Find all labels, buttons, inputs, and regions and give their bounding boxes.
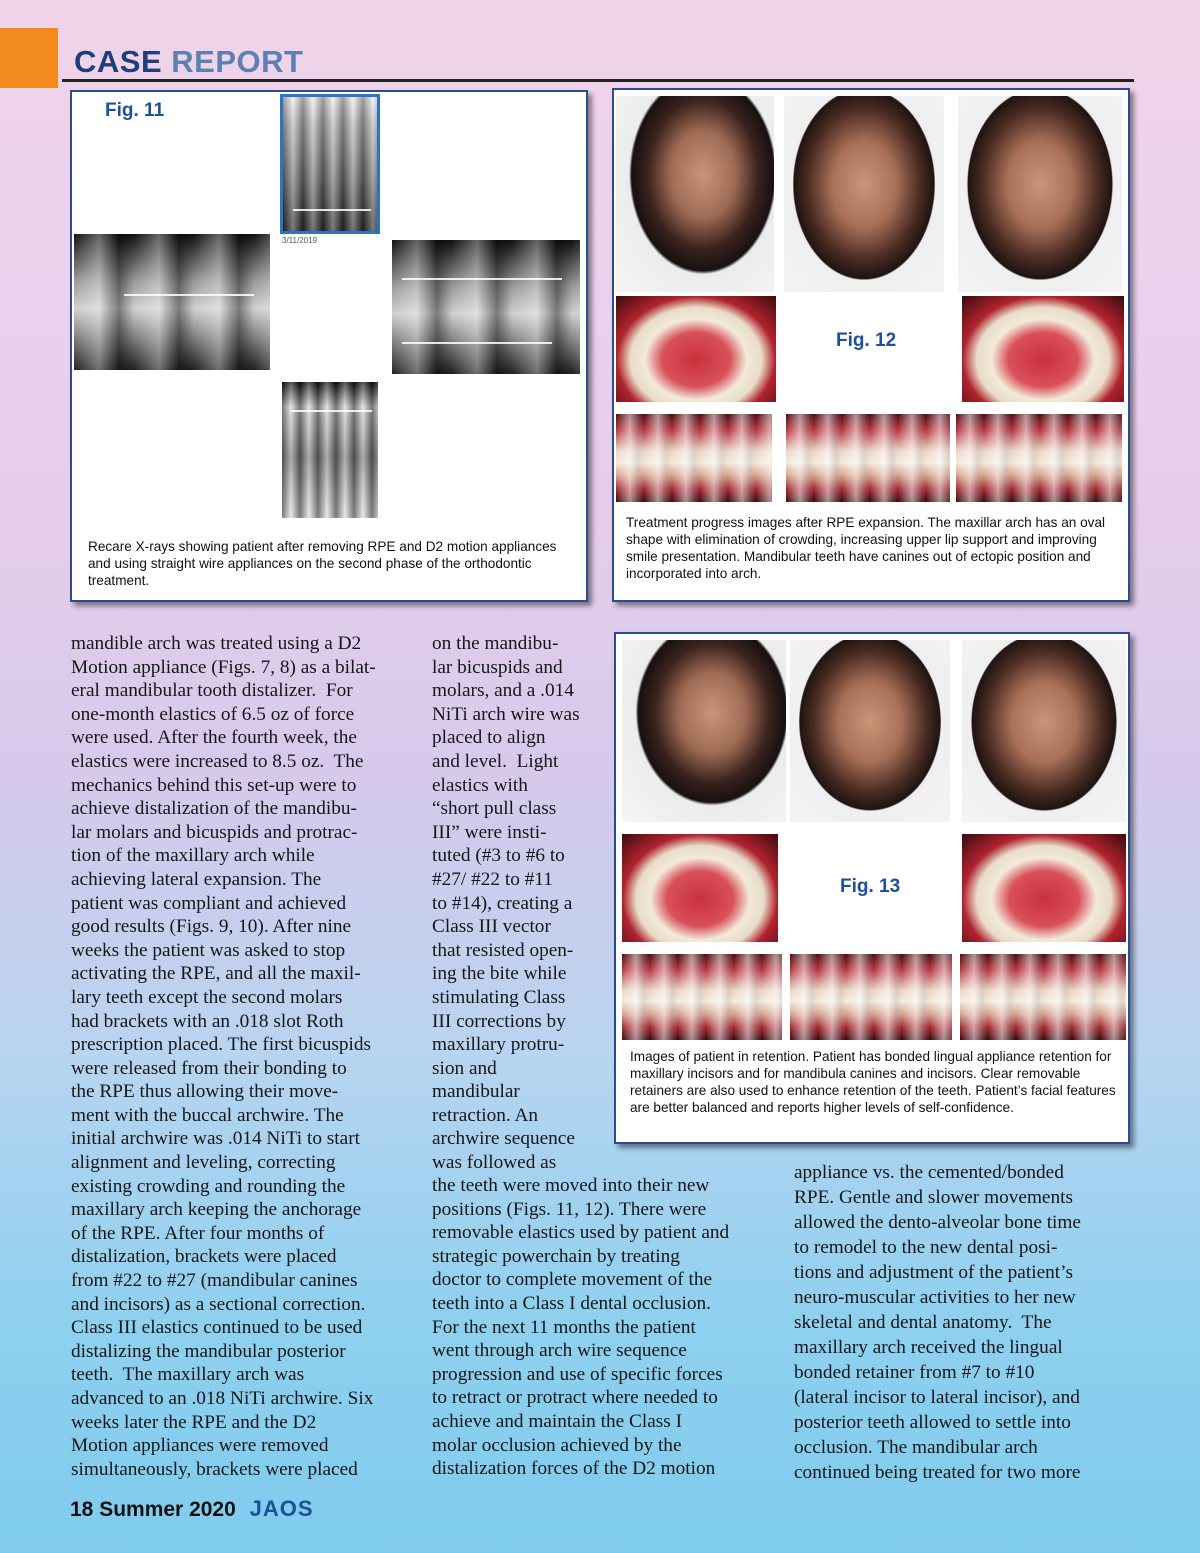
photo-profile-retention bbox=[622, 640, 786, 822]
photo-maxillary-arch-retention bbox=[622, 834, 778, 942]
xray-date-stamp: 3/11/2019 bbox=[282, 236, 317, 245]
body-line: molar occlusion achieved by the bbox=[432, 1434, 682, 1456]
photo-frontal-retention bbox=[790, 640, 950, 822]
figure-11-caption: Recare X-rays showing patient after removing RPE and D2 motion appliances and using straight wire appliances on the second phase of the orthodontic treatment. bbox=[88, 539, 557, 588]
body-line: teeth into a Class I dental occlusion. bbox=[432, 1292, 711, 1314]
body-line: ment with the buccal archwire. The bbox=[71, 1104, 344, 1126]
body-text-column-3 bbox=[794, 1160, 1134, 1485]
body-line: sion and bbox=[432, 1057, 497, 1079]
body-line: went through arch wire sequence bbox=[432, 1340, 687, 1362]
photo-mandibular-arch-progress bbox=[962, 296, 1124, 402]
page-footer bbox=[70, 1496, 314, 1522]
body-line: mandibular bbox=[432, 1081, 520, 1103]
body-line: positions (Figs. 11, 12). There were bbox=[432, 1198, 707, 1220]
body-line: strategic powerchain by treating bbox=[432, 1245, 680, 1267]
page-number: 18 bbox=[70, 1498, 94, 1521]
body-line: that resisted open- bbox=[432, 939, 574, 961]
body-line: teeth. The maxillary arch was bbox=[71, 1364, 305, 1386]
xray-left-bitewing bbox=[392, 240, 580, 374]
journal-name: JAOS bbox=[249, 1496, 314, 1521]
photo-profile-progress bbox=[616, 96, 774, 292]
body-line: the teeth were moved into their new bbox=[432, 1175, 710, 1196]
body-line: Class III elastics continued to be used bbox=[71, 1317, 363, 1339]
body-line: tion of the maxillary arch while bbox=[71, 845, 315, 867]
body-line: tuted (#3 to #6 to bbox=[432, 845, 565, 867]
figure-13-label: Fig. 13 bbox=[840, 876, 901, 897]
header-color-tab bbox=[0, 28, 58, 88]
body-line: archwire sequence bbox=[432, 1128, 575, 1150]
body-line: III corrections by bbox=[432, 1010, 566, 1032]
photo-maxillary-arch-progress bbox=[616, 296, 776, 402]
header-rule bbox=[62, 79, 1134, 82]
body-line: to #14), creating a bbox=[432, 892, 573, 914]
body-line: progression and use of specific forces bbox=[432, 1363, 723, 1385]
body-line: patient was compliant and achieved bbox=[71, 892, 347, 914]
body-text-column-2-narrow bbox=[432, 632, 602, 1175]
body-line: and level. Light bbox=[432, 750, 559, 772]
figure-13-caption: Images of patient in retention. Patient has bonded lingual appliance retention for maxillary incisors and for mandibula canines and incisors. Clear removable retainers are also used to enhance retention of the teeth. Patient’s facial features are better balanced and reports higher levels of self-confidence. bbox=[630, 1049, 1116, 1115]
body-line: occlusion. The mandibular arch bbox=[794, 1437, 1038, 1458]
body-line: stimulating Class bbox=[432, 986, 566, 1008]
body-line: For the next 11 months the patient bbox=[432, 1316, 696, 1338]
figure-11-label: Fig. 11 bbox=[105, 100, 165, 121]
photo-frontal-progress bbox=[784, 96, 944, 292]
figure-12-box bbox=[612, 88, 1130, 602]
body-line: elastics with bbox=[432, 774, 528, 796]
photo-smile-retention bbox=[962, 640, 1126, 822]
body-line: to retract or protract where needed to bbox=[432, 1387, 718, 1409]
section-header bbox=[74, 44, 303, 80]
body-line: to remodel to the new dental posi- bbox=[794, 1237, 1058, 1258]
body-line: were used. After the fourth week, the bbox=[71, 727, 357, 749]
figure-13-box bbox=[614, 632, 1130, 1144]
body-line: doctor to complete movement of the bbox=[432, 1269, 713, 1291]
body-line: existing crowding and rounding the bbox=[71, 1175, 346, 1197]
body-line: activating the RPE, and all the maxil- bbox=[71, 963, 361, 985]
body-line: achieving lateral expansion. The bbox=[71, 868, 322, 890]
body-line: NiTi arch wire was bbox=[432, 703, 580, 725]
body-line: “short pull class bbox=[432, 798, 557, 820]
body-line: were released from their bonding to bbox=[71, 1057, 347, 1079]
body-line: RPE. Gentle and slower movements bbox=[794, 1187, 1073, 1208]
body-line: molars, and a .014 bbox=[432, 680, 574, 702]
photo-mandibular-arch-retention bbox=[962, 834, 1126, 942]
body-line: Motion appliance (Figs. 7, 8) as a bilat- bbox=[71, 656, 376, 678]
body-line: distalization, brackets were placed bbox=[71, 1246, 337, 1268]
figure-12-caption: Treatment progress images after RPE expansion. The maxillar arch has an oval shape with elimination of crowding, increasing upper lip support and improving smile presentation. Mandibular teeth have canines out of ectopic position and incorporated into arch. bbox=[626, 515, 1106, 581]
figure-11-box bbox=[70, 90, 588, 602]
photo-occlusion-front-progress bbox=[786, 414, 950, 502]
body-line: retraction. An bbox=[432, 1104, 539, 1126]
body-line: mechanics behind this set-up were to bbox=[71, 774, 357, 796]
body-line: of the RPE. After four months of bbox=[71, 1222, 325, 1244]
figure-12-label: Fig. 12 bbox=[836, 330, 897, 351]
body-line: one-month elastics of 6.5 oz of force bbox=[71, 703, 355, 725]
body-line: weeks the patient was asked to stop bbox=[71, 939, 346, 961]
body-line: eral mandibular tooth distalizer. For bbox=[71, 680, 353, 702]
body-line: Motion appliances were removed bbox=[71, 1435, 329, 1457]
photo-smile-progress bbox=[958, 96, 1122, 292]
body-line: on the mandibu- bbox=[432, 633, 559, 654]
issue-label: Summer 2020 bbox=[99, 1498, 236, 1521]
body-line: simultaneously, brackets were placed bbox=[71, 1458, 358, 1480]
body-line: lar molars and bicuspids and protrac- bbox=[71, 821, 358, 843]
body-line: was followed as bbox=[432, 1152, 557, 1174]
body-line: achieve distalization of the mandibu- bbox=[71, 798, 357, 820]
header-word-case: CASE bbox=[74, 44, 163, 79]
body-line: maxillary protru- bbox=[432, 1034, 565, 1056]
body-line: ing the bite while bbox=[432, 963, 567, 985]
xray-mandibular-incisors bbox=[282, 382, 378, 518]
header-word-report: REPORT bbox=[171, 44, 304, 79]
body-text-column-1 bbox=[71, 632, 421, 1481]
body-line: achieve and maintain the Class I bbox=[432, 1410, 683, 1432]
body-line: lar bicuspids and bbox=[432, 656, 563, 678]
body-line: from #22 to #27 (mandibular canines bbox=[71, 1270, 358, 1292]
body-line: had brackets with an .018 slot Roth bbox=[71, 1010, 344, 1032]
body-line: skeletal and dental anatomy. The bbox=[794, 1312, 1052, 1333]
body-line: (lateral incisor to lateral incisor), and bbox=[794, 1387, 1080, 1408]
body-line: maxillary arch received the lingual bbox=[794, 1337, 1063, 1358]
body-line: continued being treated for two more bbox=[794, 1462, 1081, 1483]
photo-occlusion-right-retention bbox=[622, 954, 782, 1040]
body-text-column-2-wide bbox=[432, 1174, 782, 1481]
body-line: weeks later the RPE and the D2 bbox=[71, 1411, 317, 1433]
body-line: removable elastics used by patient and bbox=[432, 1222, 730, 1244]
body-line: neuro-muscular activities to her new bbox=[794, 1287, 1076, 1308]
photo-occlusion-front-retention bbox=[790, 954, 952, 1040]
body-line: allowed the dento-alveolar bone time bbox=[794, 1212, 1081, 1233]
body-line: posterior teeth allowed to settle into bbox=[794, 1412, 1071, 1433]
body-line: distalization forces of the D2 motion bbox=[432, 1458, 716, 1480]
body-line: maxillary arch keeping the anchorage bbox=[71, 1199, 362, 1221]
body-line: alignment and leveling, correcting bbox=[71, 1152, 336, 1174]
xray-maxillary-incisors bbox=[280, 94, 380, 234]
body-line: lary teeth except the second molars bbox=[71, 986, 343, 1008]
photo-occlusion-left-retention bbox=[960, 954, 1126, 1040]
body-line: initial archwire was .014 NiTi to start bbox=[71, 1128, 361, 1150]
body-line: tions and adjustment of the patient’s bbox=[794, 1262, 1073, 1283]
body-line: prescription placed. The first bicuspids bbox=[71, 1034, 372, 1056]
body-line: placed to align bbox=[432, 727, 546, 749]
body-line: and incisors) as a sectional correction. bbox=[71, 1293, 366, 1315]
body-line: bonded retainer from #7 to #10 bbox=[794, 1362, 1035, 1383]
body-line: distalizing the mandibular posterior bbox=[71, 1340, 346, 1362]
body-line: the RPE thus allowing their move- bbox=[71, 1081, 339, 1103]
body-line: elastics were increased to 8.5 oz. The bbox=[71, 750, 364, 772]
body-line: Class III vector bbox=[432, 916, 551, 938]
body-line: appliance vs. the cemented/bonded bbox=[794, 1162, 1064, 1183]
body-line: advanced to an .018 NiTi archwire. Six bbox=[71, 1388, 374, 1409]
body-line: mandible arch was treated using a D2 bbox=[71, 633, 362, 654]
photo-occlusion-left-progress bbox=[956, 414, 1122, 502]
body-line: #27/ #22 to #11 bbox=[432, 868, 553, 890]
body-line: good results (Figs. 9, 10). After nine bbox=[71, 916, 352, 938]
photo-occlusion-right-progress bbox=[616, 414, 772, 502]
xray-right-bitewing bbox=[74, 234, 270, 370]
body-line: III” were insti- bbox=[432, 821, 547, 843]
